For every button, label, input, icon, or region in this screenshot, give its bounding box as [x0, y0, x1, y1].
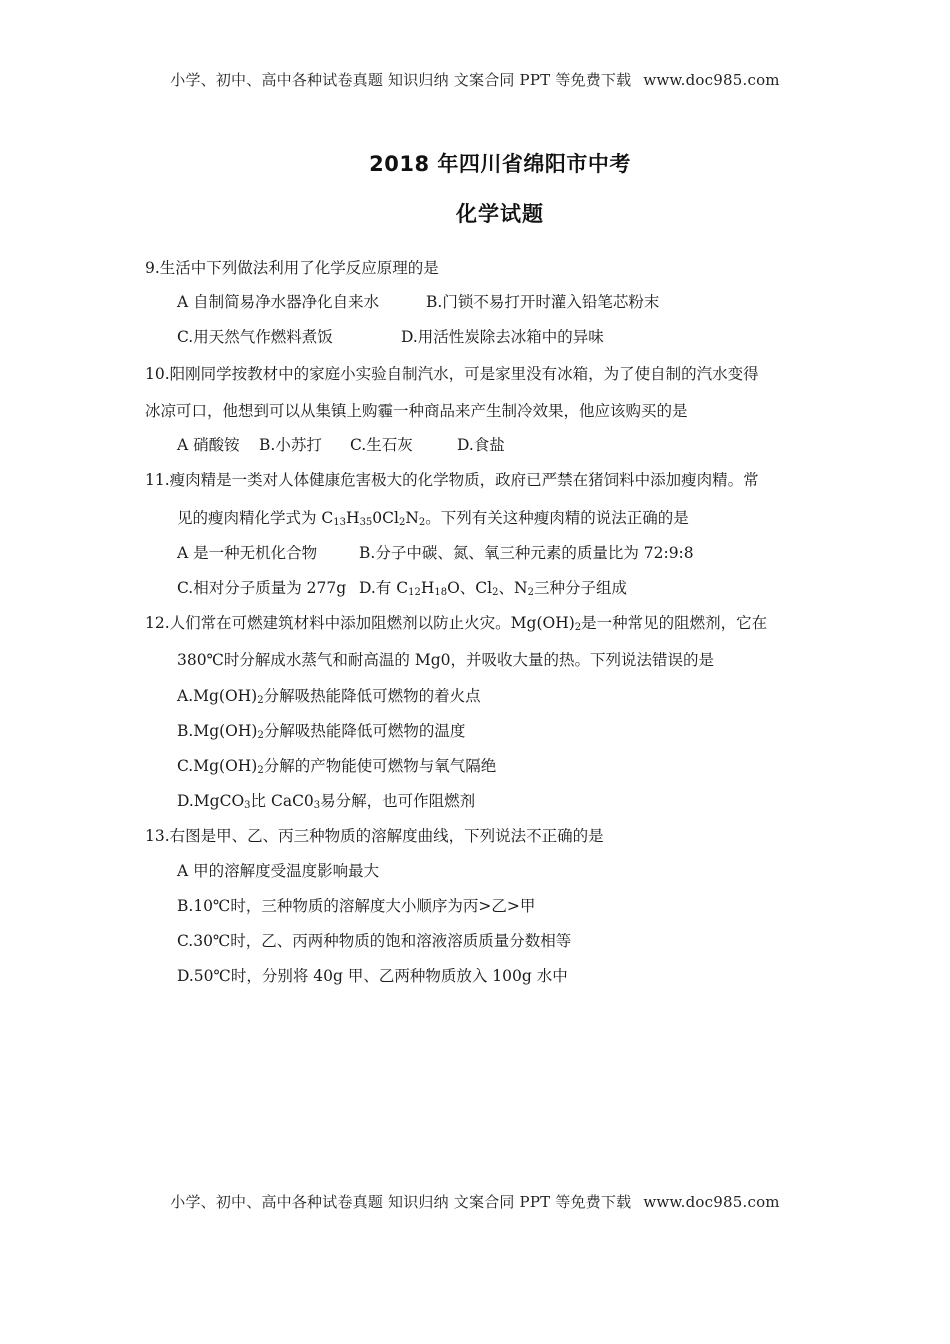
q11-d-h: H — [420, 579, 435, 597]
q12-option-a — [177, 685, 481, 707]
q12-b-sub: 2 — [257, 730, 264, 741]
q11-d-ocl: O、Cl — [447, 579, 493, 597]
q12-stem-line2: 380℃时分解成水蒸气和耐高温的 Mg0，并吸收大量的热。下列说法错误的是 — [177, 651, 715, 669]
q9-option-a: A 自制简易净水器净化自来水 — [177, 293, 380, 311]
page-footer — [0, 1191, 950, 1212]
q10-option-c: C.生石灰 — [350, 436, 413, 454]
q11-d-sub-c: 12 — [408, 587, 421, 598]
q12-stem1-post: 是一种常见的阻燃剂，它在 — [581, 614, 768, 632]
q12-stem1-sub: 2 — [574, 622, 582, 633]
q13-option-b: B.10℃时，三种物质的溶解度大小顺序为丙>乙>甲 — [177, 897, 536, 915]
q12-c-post: 分解的产物能使可燃物与氧气隔绝 — [263, 757, 497, 775]
q12-option-c — [177, 755, 496, 777]
q11-option-a: A 是一种无机化合物 — [177, 544, 318, 562]
q11-stem-line2 — [177, 507, 689, 529]
q11-d-n: 、N — [498, 579, 528, 597]
q12-d-sub2: 3 — [313, 800, 321, 811]
q12-d-mid: 比 CaC0 — [250, 792, 314, 810]
q12-c-pre: C.Mg(OH) — [177, 757, 258, 775]
q12-a-pre: A.Mg(OH) — [177, 687, 258, 705]
q10-option-b: B.小苏打 — [259, 436, 322, 454]
q9-option-b: B.门锁不易打开时灌入铅笔芯粉末 — [426, 293, 660, 311]
header-site: www.doc985.com — [643, 71, 780, 89]
q10-option-a: A 硝酸铵 — [177, 436, 240, 454]
q11-option-c: C.相对分子质量为 277g — [177, 579, 347, 597]
q11-stem2-n: N — [405, 509, 419, 527]
q13-option-d: D.50℃时，分别将 40g 甲、乙两种物质放入 100g 水中 — [177, 967, 568, 985]
q10-option-d: D.食盐 — [457, 436, 505, 454]
exam-subtitle: 化学试题 — [456, 202, 544, 226]
q11-sub-cl: 2 — [398, 517, 406, 528]
q12-d-sub1: 3 — [244, 800, 251, 811]
q12-option-d — [177, 790, 475, 812]
q12-d-pre: D.MgCO — [177, 792, 245, 810]
q12-a-post: 分解吸热能降低可燃物的着火点 — [263, 687, 481, 705]
q9-stem: 9.生活中下列做法利用了化学反应原理的是 — [145, 259, 439, 277]
q13-option-c: C.30℃时，乙、丙两种物质的饱和溶液溶质质量分数相等 — [177, 932, 572, 950]
q11-stem2-post: 。下列有关这种瘦肉精的说法正确的是 — [425, 509, 689, 527]
q12-c-sub: 2 — [257, 765, 264, 776]
q11-stem-line1: 11.瘦肉精是一类对人体健康危害极大的化学物质，政府已严禁在猪饲料中添加瘦肉精。常 — [145, 471, 759, 489]
q11-d-sub-n: 2 — [527, 587, 534, 598]
q11-d-post: 三种分子组成 — [533, 579, 627, 597]
exam-title: 2018 年四川省绵阳市中考 — [369, 152, 631, 176]
q10-stem-line2: 冰凉可口，他想到可以从集镇上购霾一种商品来产生制冷效果，他应该购买的是 — [145, 402, 688, 420]
q13-stem: 13.右图是甲、乙、丙三种物质的溶解度曲线，下列说法不正确的是 — [145, 827, 604, 845]
q10-stem-line1: 10.阳刚同学按教材中的家庭小实验自制汽水，可是家里没有冰箱，为了使自制的汽水变得 — [145, 365, 759, 383]
q13-option-a: A 甲的溶解度受温度影响最大 — [177, 862, 380, 880]
q12-option-b — [177, 720, 465, 742]
header-text: 小学、初中、高中各种试卷真题 知识归纳 文案合同 PPT 等免费下载 — [170, 71, 632, 89]
q11-d-sub-h: 18 — [434, 587, 448, 598]
q11-sub-n: 2 — [418, 517, 426, 528]
q12-stem1-pre: 12.人们常在可燃建筑材料中添加阻燃剂以防止火灾。Mg(OH) — [145, 614, 575, 632]
q12-a-sub: 2 — [257, 695, 264, 706]
q12-b-pre: B.Mg(OH) — [177, 722, 258, 740]
q12-d-post: 易分解，也可作阻燃剂 — [320, 792, 476, 810]
q11-d-sub-cl: 2 — [492, 587, 499, 598]
q11-d-pre: D.有 C — [359, 579, 409, 597]
footer-site: www.doc985.com — [643, 1193, 780, 1211]
footer-text: 小学、初中、高中各种试卷真题 知识归纳 文案合同 PPT 等免费下载 — [170, 1193, 632, 1211]
q11-stem2-ocl: 0Cl — [372, 509, 399, 527]
q9-option-c: C.用天然气作燃料煮饭 — [177, 328, 333, 346]
q11-option-d — [359, 577, 627, 599]
q9-option-d: D.用活性炭除去冰箱中的异味 — [401, 328, 604, 346]
q11-option-b: B.分子中碳、氮、氧三种元素的质量比为 72:9:8 — [359, 544, 694, 562]
q11-stem2-pre: 见的瘦肉精化学式为 C — [177, 509, 334, 527]
page-header — [0, 69, 950, 90]
q12-b-post: 分解吸热能降低可燃物的温度 — [263, 722, 466, 740]
q12-stem-line1 — [145, 612, 767, 634]
q11-stem2-h: H — [346, 509, 360, 527]
q11-sub-h: 35 — [359, 517, 373, 528]
q11-sub-c: 13 — [333, 517, 347, 528]
